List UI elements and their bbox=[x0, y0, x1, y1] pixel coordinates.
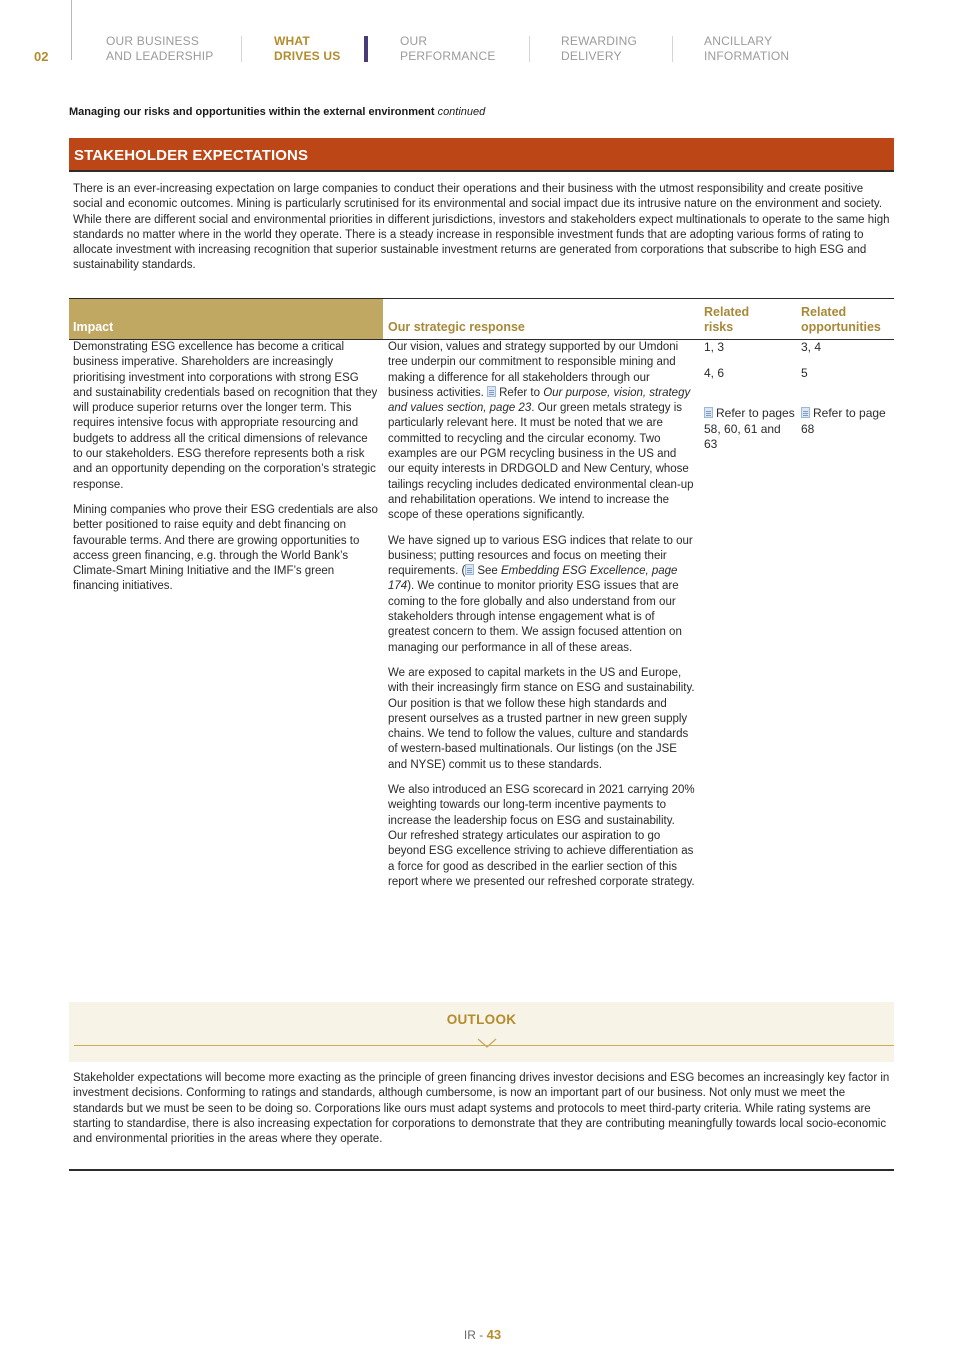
risks-row-1: 1, 3 bbox=[704, 340, 725, 354]
impact-header-cell bbox=[69, 299, 383, 339]
section-header bbox=[69, 138, 894, 172]
opportunities-header bbox=[801, 305, 881, 335]
strategic-column bbox=[388, 340, 696, 900]
strategic-text: Our vision, values and strategy supported by our Umdoni tree underpin our commitment to responsible mining and making a difference for all stakeholders through our business activities. bbox=[388, 341, 679, 399]
impact-paragraph: Demonstrating ESG excellence has become a critical business imperative. Shareholders are increasingly prioritising investment into corporations with strong ESG and sustainability credentials based on recognition that they will produce superior returns over the longer term. This requires intensive focus with appropriate resourcing and budgets to address all the critical dimensions of relevance to our stakeholders. ESG therefore represents both a risk and an opportunity depending on the corporation’s strategic response. bbox=[73, 341, 378, 491]
risks-row-2: 4, 6 bbox=[704, 366, 725, 380]
outlook-paragraph: Stakeholder expectations will become more exacting as the principle of green financing drives investor decisions and ESG becomes an increasingly key factor in investment decisions. Conforming to ratings and standards, although cumbersome, is now an important part of our business. Not only must we meet the standards but we must be seen to be doing so. Corporations like ours must adapt systems and protocols to meet third-party criteria. While rating systems are starting to standardise, there is also increasing expectation for corporations to demonstrate that they are contributing meaningfully towards local socio-economic and environmental priorities in the areas where they operate. bbox=[73, 1072, 890, 1146]
nav-separator bbox=[672, 36, 673, 62]
nav-divider-line bbox=[71, 0, 72, 60]
opportunities-reference-text: Refer to page 68 bbox=[801, 406, 886, 436]
nav-item-label: OUR BUSINESS bbox=[106, 34, 200, 48]
section-number: 02 bbox=[34, 49, 49, 64]
outlook-banner bbox=[69, 1002, 894, 1062]
nav-item-label: WHAT bbox=[274, 34, 310, 48]
opportunities-reference[interactable] bbox=[801, 406, 891, 437]
opportunities-row-1: 3, 4 bbox=[801, 340, 822, 354]
nav-item-our-performance[interactable] bbox=[400, 34, 496, 64]
nav-separator bbox=[529, 36, 530, 62]
nav-item-label: DRIVES US bbox=[274, 49, 341, 63]
risks-reference-text: Refer to pages 58, 60, 61 and 63 bbox=[704, 406, 795, 451]
chevron-down-icon bbox=[477, 1036, 497, 1048]
section-title: STAKEHOLDER EXPECTATIONS bbox=[74, 147, 309, 164]
cross-reference-link[interactable]: Embedding ESG Excellence, page 174 bbox=[388, 565, 678, 593]
nav-item-label: DELIVERY bbox=[561, 49, 622, 63]
nav-item-label: ANCILLARY bbox=[704, 34, 773, 48]
strategic-paragraph bbox=[388, 340, 696, 524]
subtitle-bold: Managing our risks and opportunities within the external environment bbox=[69, 106, 435, 118]
refer-text: Refer to bbox=[499, 386, 540, 399]
strategic-text: . Our green metals strategy is particularly relevant here. It must be noted that we are committed to recycling and the circular economy. Two examples are our PGM recycling business in the US and our equity interests in DRDGOLD and New Century, whose tailings recycling includes dedicated environmental clean-up and rehabilitation operations. We intend to increase the scope of these operations significantly. bbox=[388, 402, 694, 522]
document-icon bbox=[465, 564, 474, 575]
nav-separator bbox=[241, 36, 242, 62]
subtitle-continued: continued bbox=[437, 106, 486, 118]
nav-item-label: INFORMATION bbox=[704, 49, 790, 63]
nav-item-our-business[interactable] bbox=[106, 34, 214, 64]
outlook-title: OUTLOOK bbox=[446, 1012, 517, 1027]
nav-active-marker bbox=[364, 36, 368, 62]
document-icon bbox=[801, 407, 810, 418]
nav-item-label: AND LEADERSHIP bbox=[106, 49, 214, 63]
document-icon bbox=[487, 386, 496, 397]
opportunities-header-line: opportunities bbox=[801, 320, 881, 334]
impact-paragraph: Mining companies who prove their ESG credentials are also better positioned to raise equity and debt financing on favourable terms. And there are growing opportunities to access green financing, e.g. through the World Bank’s Climate-Smart Mining Initiative and the IMF’s green financing initiatives. bbox=[73, 503, 378, 593]
strategic-paragraph bbox=[388, 534, 696, 656]
page-footer bbox=[0, 1327, 965, 1342]
risks-header-line: risks bbox=[704, 320, 734, 334]
strategic-paragraph: We also introduced an ESG scorecard in 2021 carrying 20% weighting towards our long-term incentive payments to increase the leadership focus on ESG and sustainability. Our refreshed strategy articulates our aspiration to go beyond ESG excellence striving to achieve differentiation as a force for good as described in the earlier section of this report where we presented our refreshed corporate strategy. bbox=[388, 784, 695, 888]
opportunities-header-line: Related bbox=[801, 305, 847, 319]
risks-header bbox=[704, 305, 749, 335]
cross-reference-link[interactable]: Our purpose, vision, strategy and values section, page 23 bbox=[388, 386, 691, 415]
nav-item-rewarding-delivery[interactable] bbox=[561, 34, 637, 64]
opportunities-row-2: 5 bbox=[801, 366, 808, 380]
section-bottom-rule bbox=[69, 1169, 894, 1171]
strategic-header: Our strategic response bbox=[388, 320, 525, 334]
footer-prefix: IR - bbox=[463, 1328, 487, 1342]
strategic-text: ). We continue to monitor priority ESG issues that are coming to the fore globally and also understand from our stakeholders through intense engagement what is of greatest concern to them. We assign focused attention on managing our performance in all of these areas. bbox=[388, 580, 682, 654]
document-icon bbox=[704, 407, 713, 418]
see-text: See bbox=[477, 565, 498, 578]
nav-item-label: PERFORMANCE bbox=[400, 49, 496, 63]
intro-paragraph: There is an ever-increasing expectation on large companies to conduct their operations and their business with the utmost responsibility and create positive social and economic outcomes. Mining is particularly scrutinised for its environmental and social impact due its intrusive nature on the environment and society. While there are different social and environmental priorities in different jurisdictions, investors and stakeholders expect multinationals to operate to the same high standards no matter where in the world they operate. There is a steady increase in responsible investment funds that are adopting various forms of rating to allocate investment with increasing recognition that superior sustainable investment returns are generated from corporations that subscribe to high ESG and sustainability standards. bbox=[73, 183, 890, 272]
strategic-text: We have signed up to various ESG indices that relate to our business; putting resources and focus on meeting their requirements. ( bbox=[388, 534, 693, 578]
risks-header-line: Related bbox=[704, 305, 750, 319]
strategic-paragraph: We are exposed to capital markets in the US and Europe, with their increasingly firm stance on ESG and sustainability. Our position is that we follow these high standards and present ourselves as a trusted partner in new green supply chains. We tend to follow the values, culture and standards of western-based multinationals. Our listings (on the JSE and NYSE) commit us to these standards. bbox=[388, 666, 695, 771]
nav-item-what-drives-us[interactable] bbox=[274, 34, 340, 64]
footer-page-number: 43 bbox=[486, 1327, 502, 1342]
page-subtitle bbox=[69, 106, 485, 118]
risks-reference[interactable] bbox=[704, 406, 796, 453]
nav-item-ancillary-information[interactable] bbox=[704, 34, 789, 64]
impact-column bbox=[73, 340, 379, 605]
top-navigation bbox=[0, 0, 965, 80]
nav-item-label: OUR bbox=[400, 34, 428, 48]
nav-item-label: REWARDING bbox=[561, 34, 638, 48]
impact-header: Impact bbox=[73, 320, 114, 334]
table-header bbox=[69, 298, 894, 340]
